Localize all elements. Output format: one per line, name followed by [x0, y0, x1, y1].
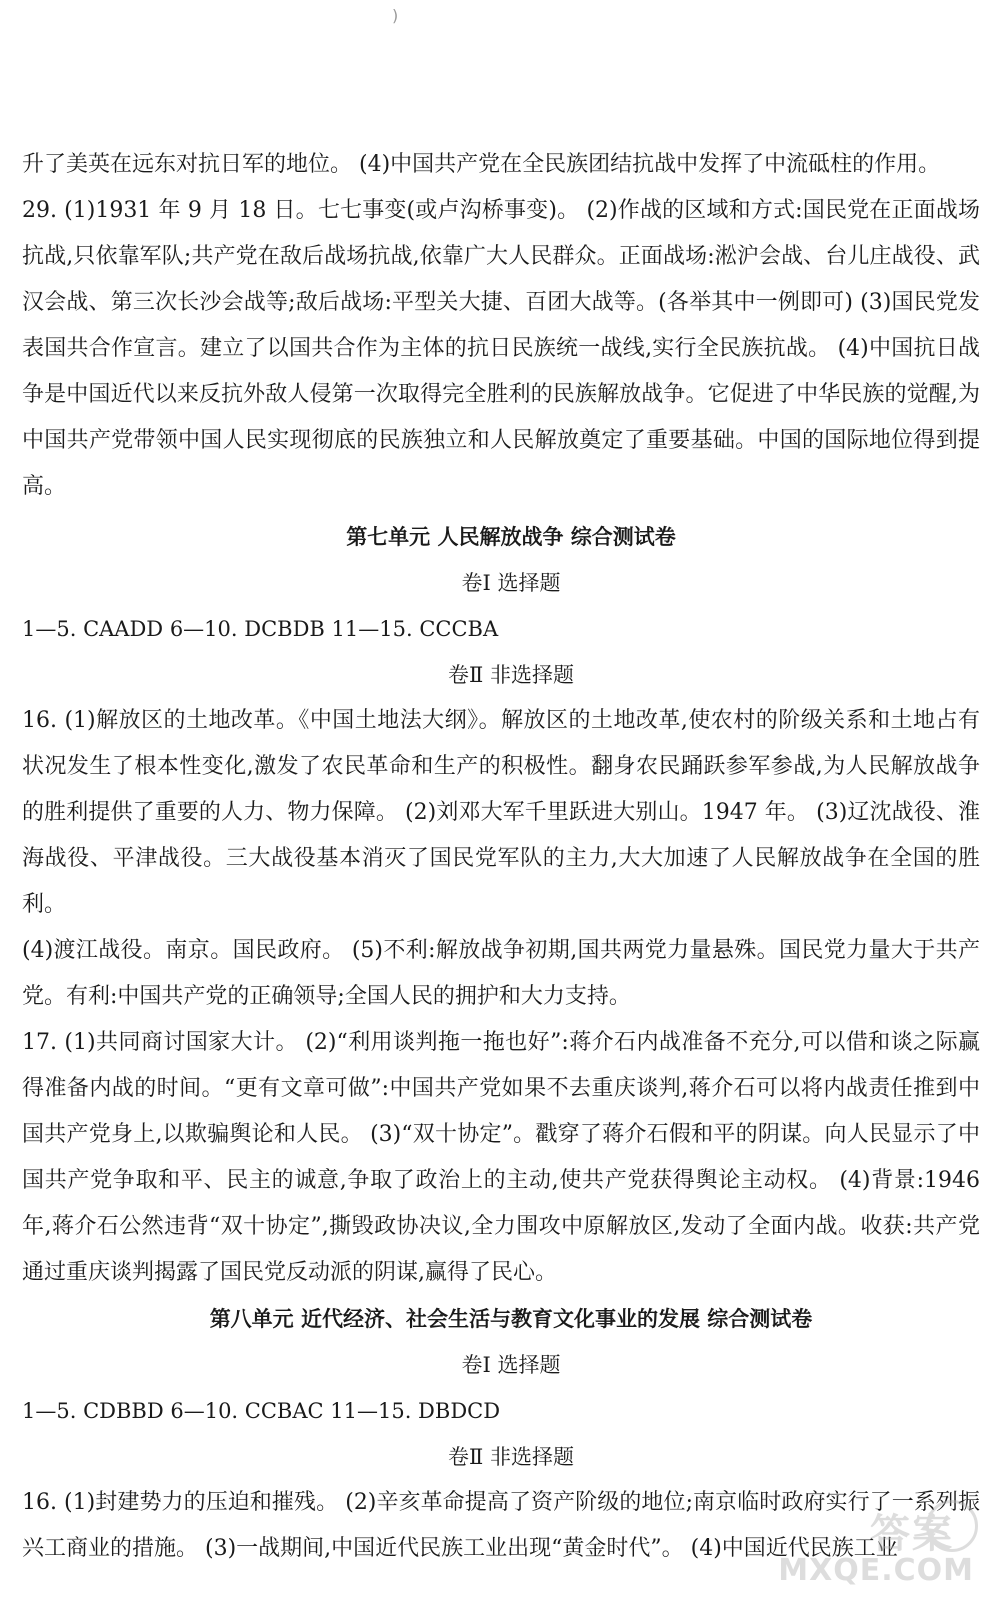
watermark-top-text: 答案 [870, 1511, 954, 1557]
unit7-choice-answers: 1—5. CAADD 6—10. DCBDB 11—15. CCCBA [22, 617, 499, 641]
page-content [22, 142, 980, 1572]
unit8-choice-answers: 1—5. CDBBD 6—10. CCBAC 11—15. DBDCD [22, 1399, 501, 1423]
unit7-title: 第七单元 人民解放战争 综合测试卷 [346, 525, 676, 549]
unit8-answer-16: 16. (1)封建势力的压迫和摧残。 (2)辛亥革命提高了资产阶级的地位;南京临时政府实行了一系列振兴工商业的措施。 (3)一战期间,中国近代民族工业出现“黄金时代”。 (4)中国近代民族工业 [22, 1490, 980, 1561]
unit7-volume2-title: 卷Ⅱ 非选择题 [448, 663, 574, 687]
unit7-answer-16-part1: 16. (1)解放区的土地改革。《中国土地法大纲》。解放区的土地改革,使农村的阶级关系和土地占有状况发生了根本性变化,激发了农民革命和生产的积极性。翻身农民踊跃参军参战,为人民解放战争的胜利提供了重要的人力、物力保障。 (2)刘邓大军千里跃进大别山。1947 年。 (3)辽沈战役、淮海战役、平津战役。三大战役基本消灭了国民党军队的主力,大大加速了人民解放战争在全国的胜利。 [22, 708, 980, 917]
page-corner-mark: ) [392, 6, 399, 25]
unit7-answer-17: 17. (1)共同商讨国家大计。 (2)“利用谈判拖一拖也好”:蒋介石内战准备不充分,可以借和谈之际赢得准备内战的时间。“更有文章可做”:中国共产党如果不去重庆谈判,蒋介石可以将内战责任推到中国共产党身上,以欺骗舆论和人民。 (3)“双十协定”。戳穿了蒋介石假和平的阴谋。向人民显示了中国共产党争取和平、民主的诚意,争取了政治上的主动,使共产党获得舆论主动权。 (4)背景:1946 年,蒋介石公然违背“双十协定”,撕毁政协决议,全力围攻中原解放区,发动了全面内战。收获:共产党通过重庆谈判揭露了国民党反动派的阴谋,赢得了民心。 [22, 1030, 980, 1285]
paragraph-continued: 升了美英在远东对抗日军的地位。 (4)中国共产党在全民族团结抗战中发挥了中流砥柱的作用。 [22, 152, 941, 177]
unit8-volume1-title: 卷Ⅰ 选择题 [461, 1353, 561, 1377]
unit7-volume1-title: 卷Ⅰ 选择题 [461, 571, 561, 595]
answer-29: 29. (1)1931 年 9 月 18 日。七七事变(或卢沟桥事变)。 (2)作战的区域和方式:国民党在正面战场抗战,只依靠军队;共产党在敌后战场抗战,依靠广大人民群众。正面战场:淞沪会战、台儿庄战役、武汉会战、第三次长沙会战等;敌后战场:平型关大捷、百团大战等。(各举其中一例即可) (3)国民党发表国共合作宣言。建立了以国共合作为主体的抗日民族统一战线,实行全民族抗战。 (4)中国抗日战争是中国近代以来反抗外敌人侵第一次取得完全胜利的民族解放战争。它促进了中华民族的觉醒,为中国共产党带领中国人民实现彻底的民族独立和人民解放奠定了重要基础。中国的国际地位得到提高。 [22, 198, 980, 499]
unit7-answer-16-part2: (4)渡江战役。南京。国民政府。 (5)不利:解放战争初期,国共两党力量悬殊。国民党力量大于共产党。有利:中国共产党的正确领导;全国人民的拥护和大力支持。 [22, 938, 980, 1009]
unit8-title: 第八单元 近代经济、社会生活与教育文化事业的发展 综合测试卷 [209, 1307, 813, 1331]
watermark-bottom-text: MXQE.COM [778, 1553, 974, 1588]
unit8-volume2-title: 卷Ⅱ 非选择题 [448, 1445, 574, 1469]
watermark-logo [778, 1492, 984, 1592]
